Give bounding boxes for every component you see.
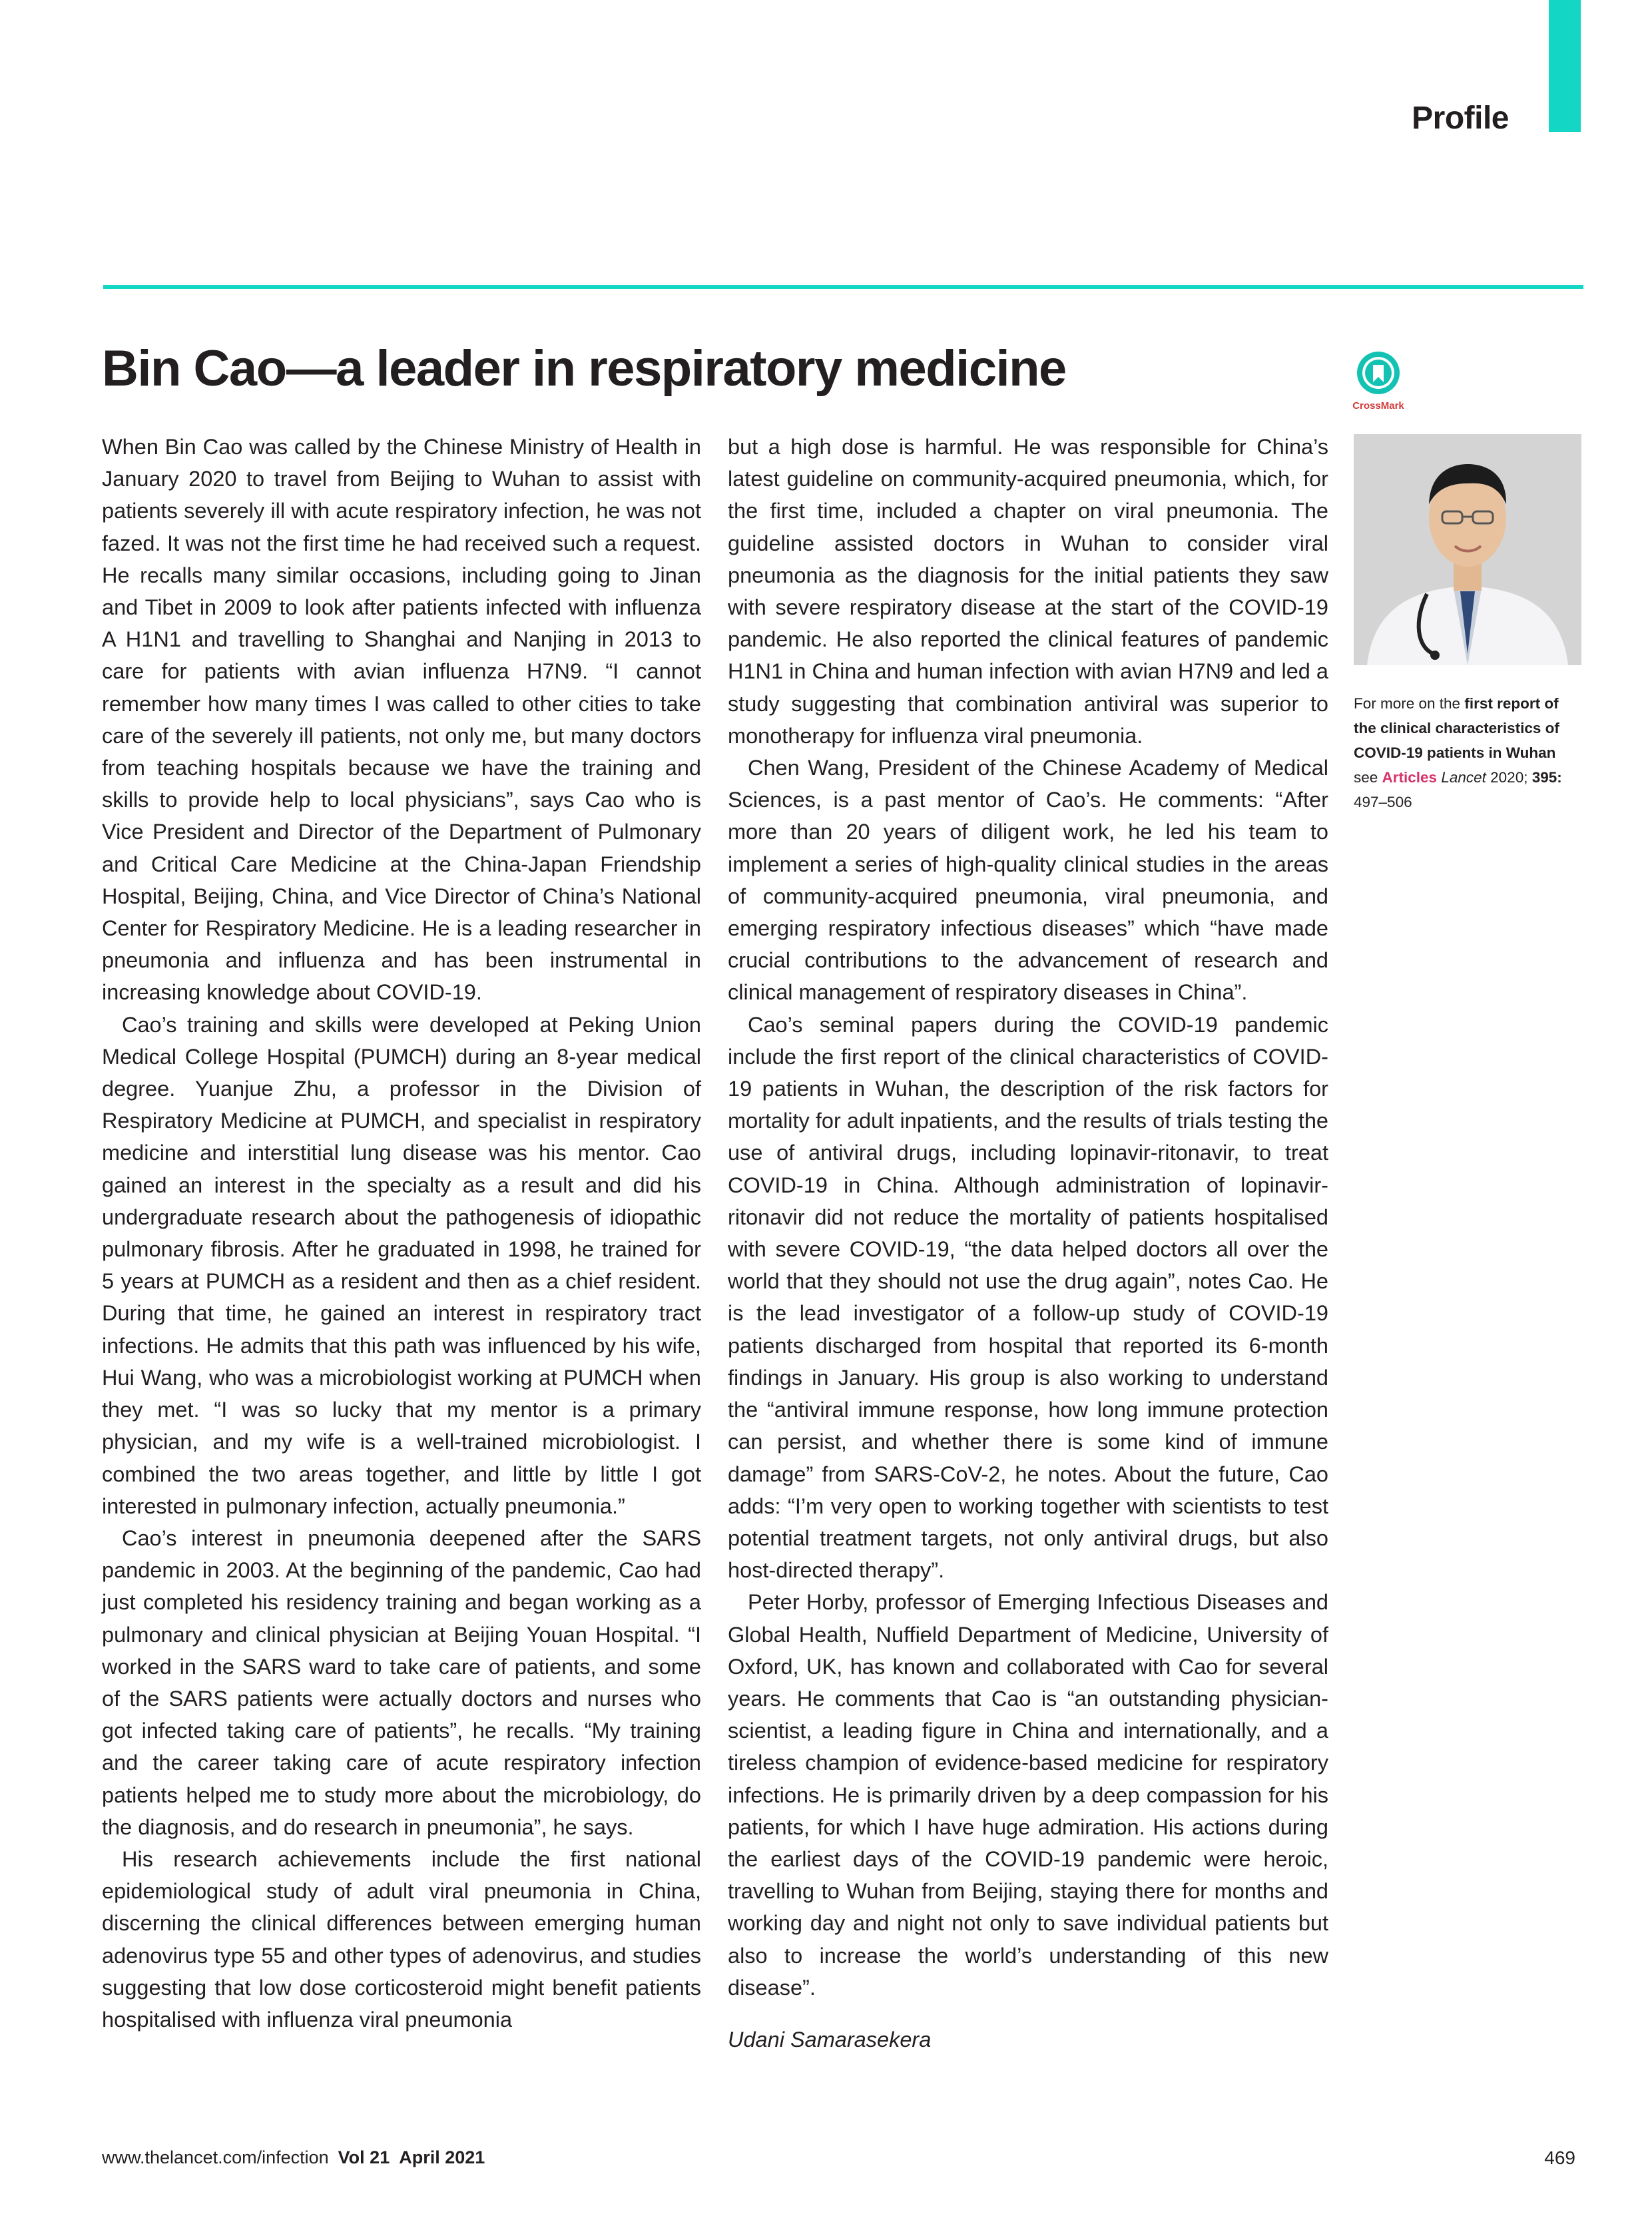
article-column-2: [728, 431, 1328, 2056]
footer-url[interactable]: www.thelancet.com/infection: [102, 2147, 329, 2167]
page-number: 469: [1544, 2147, 1575, 2168]
article-column-1: [102, 431, 701, 2036]
paragraph: Peter Horby, professor of Emerging Infectious Diseases and Global Health, Nuffield Department of Medicine, University of Oxford, UK, has known and collaborated with Cao for several years. He comments that Cao is “an outstanding physician-scientist, a leading figure in China and internationally, and a tireless champion of evidence-based medicine for respiratory infections. He is primarily driven by a deep compassion for his patients, for which I have huge admiration. His actions during the earliest days of the COVID-19 pandemic were heroic, travelling to Wuhan from Beijing, staying there for months and working day and night not only to save individual patients but also to increase the world’s understanding of this new disease”.: [728, 1590, 1328, 2000]
paragraph: When Bin Cao was called by the Chinese Ministry of Health in January 2020 to travel from Beijing to Wuhan to assist with patients severely ill with acute respiratory infection, he was not fazed. It was not the first time he had received such a request. He recalls many similar occasions, including going to Jinan and Tibet in 2009 to look after patients infected with influenza A H1N1 and travelling to Shanghai and Nanjing in 2013 to care for patients with avian influenza H7N9. “I cannot remember how many times I was called to other cities to take care of the severely ill patients, not only me, but many doctors from teaching hospitals because we have the training and skills to provide help to local physicians”, says Cao who is Vice President and Director of the Department of Pulmonary and Critical Care Medicine at the China-Japan Friendship Hospital, Beijing, China, and Vice Director of China’s National Center for Respiratory Medicine. He is a leading researcher in pneumonia and influenza and has been instrumental in increasing knowledge about COVID-19.: [102, 435, 701, 1005]
header-rule: [103, 285, 1583, 289]
journal-name: Lancet: [1441, 769, 1486, 786]
paragraph: Cao’s training and skills were developed at Peking Union Medical College Hospital (PUMCH) during an 8-year medical degree. Yuanjue Zhu, a professor in the Division of Respiratory Medicine at PUMCH, and specialist in respiratory medicine and interstitial lung disease was his mentor. Cao gained an interest in the specialty as a result and did his undergraduate research about the pathogenesis of idiopathic pulmonary fibrosis. After he graduated in 1998, he trained for 5 years at PUMCH as a resident and then as a chief resident. During that time, he gained an interest in respiratory tract infections. He admits that this path was influenced by his wife, Hui Wang, who was a microbiologist working at PUMCH when they met. “I was so lucky that my mentor is a primary physician, and my wife is a well-trained microbiologist. I combined the two areas together, and little by little I got interested in pulmonary infection, actually pneumonia.”: [102, 1012, 701, 1518]
paragraph: His research achievements include the first national epidemiological study of adult viral pneumonia in China, discerning the clinical differences between emerging human adenovirus type 55 and other types of adenovirus, and studies suggesting that low dose corticosteroid might benefit patients hospitalised with influenza viral pneumonia: [102, 1846, 701, 2032]
note-text: For more on the: [1354, 695, 1465, 712]
note-pages: 497–506: [1354, 794, 1412, 810]
paragraph: Cao’s seminal papers during the COVID-19 pandemic include the first report of the clinical characteristics of COVID-19 patients in Wuhan, the description of the risk factors for mortality for adult inpatients, and the results of trials testing the use of antiviral drugs, including lopinavir-ritonavir, to treat COVID-19 in China. Although administration of lopinavir-ritonavir did not reduce the mortality of patients hospitalised with severe COVID-19, “the data helped doctors all over the world that they should not use the drug again”, notes Cao. He is the lead investigator of a follow-up study of COVID-19 patients discharged from hospital that reported its 6-month findings in January. His group is also working to understand the “antiviral immune response, how long immune protection can persist, and whether there is some kind of immune damage” from SARS-CoV-2, he notes. About the future, Cao adds: “I’m very open to working together with scientists to test potential treatment targets, not only antiviral drugs, but also host-directed therapy”.: [728, 1012, 1328, 1583]
section-label: Profile: [1412, 101, 1509, 136]
articles-link[interactable]: Articles: [1382, 769, 1438, 786]
crossmark-label: CrossMark: [1352, 400, 1404, 412]
paragraph: but a high dose is harmful. He was responsible for China’s latest guideline on community-acquired pneumonia, which, for the first time, included a chapter on viral pneumonia. The guideline assisted doctors in Wuhan to consider viral pneumonia as the diagnosis for the initial patients they saw with severe respiratory disease at the start of the COVID-19 pandemic. He also reported the clinical features of pandemic H1N1 in China and human infection with avian H7N9 and led a study suggesting that combination antiviral was superior to monotherapy for influenza viral pneumonia.: [728, 435, 1328, 748]
paragraph: Cao’s interest in pneumonia deepened after the SARS pandemic in 2003. At the beginning of the pandemic, Cao had just completed his residency training and began working as a pulmonary and clinical physician at Beijing Youan Hospital. “I worked in the SARS ward to take care of patients, and some of the SARS patients were actually doctors and nurses who got infected taking care of patients”, he recalls. “My training and the career taking care of acute respiratory infection patients helped me to study more about the microbiology, do the diagnosis, and do research in pneumonia”, he says.: [102, 1525, 701, 1839]
footer-citation: [102, 2147, 485, 2168]
portrait-photo: [1354, 434, 1581, 665]
note-year: 2020;: [1486, 769, 1528, 786]
note-bold-text: first report of the clinical characteristics of COVID-19 patients in Wuhan: [1354, 695, 1559, 761]
footer-volume: Vol 21: [338, 2147, 390, 2167]
crossmark-icon[interactable]: [1345, 348, 1412, 414]
note-volume: 395:: [1531, 769, 1562, 786]
article-title: Bin Cao—a leader in respiratory medicine: [102, 340, 1066, 397]
paragraph: Chen Wang, President of the Chinese Academy of Medical Sciences, is a past mentor of Cao’s. He comments: “After more than 20 years of diligent work, he led his team to implement a series of high-quality clinical studies in the areas of community-acquired pneumonia, viral pneumonia, and emerging respiratory infectious diseases” which “have made crucial contributions to the advancement of research and clinical management of respiratory diseases in China”.: [728, 756, 1328, 1005]
author-byline: Udani Samarasekera: [728, 2027, 932, 2052]
sidebar-note: [1354, 691, 1580, 814]
section-color-tab: [1549, 0, 1581, 132]
note-text: see: [1354, 769, 1382, 786]
footer-date: April 2021: [399, 2147, 485, 2167]
